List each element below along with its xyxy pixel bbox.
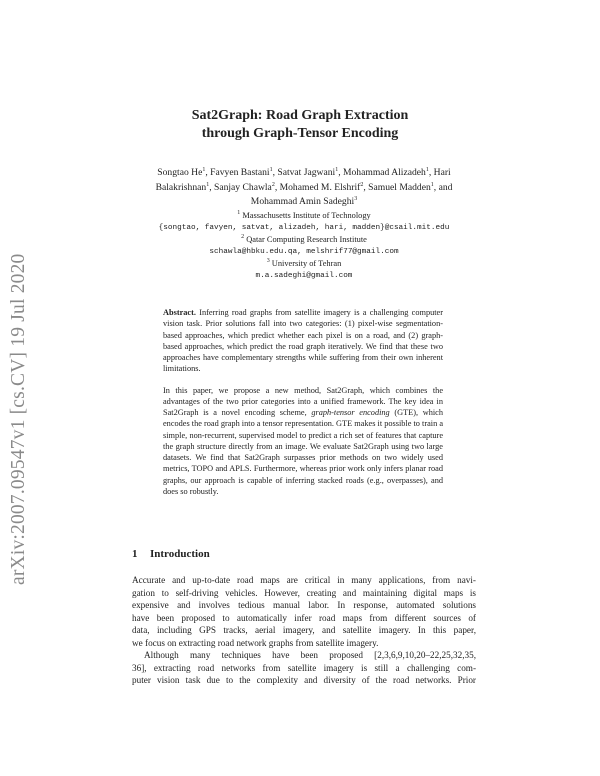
abstract-text: (GTE), which encodes the road graph into a tensor representation. GTE makes it possible to train a simple, non-recurrent, supervised model to predict a rich set of features that capture the graph structure directly from an image. We evaluate Sat2Graph using two large datasets. We find that Sat2Graph surpasses prior methods on two widely used metrics, TOPO and APLS. Furthermore, whereas prior work only infers planar road graphs, our approach is capable of inferring stacked roads (e.g., overpasses), and does so robustly. xyxy=(163,408,443,496)
author-name: , Mohammad Alizadeh xyxy=(338,167,426,178)
author-line-1 xyxy=(128,166,480,181)
author-name: Mohammad Amin Sadeghi xyxy=(250,196,355,207)
author-name: , Hari xyxy=(428,167,451,178)
section-heading xyxy=(132,548,210,560)
body-line: Although many techniques have been proposed [2,3,6,9,10,20–22,25,32,35, xyxy=(144,650,476,660)
affiliation-1-name xyxy=(128,210,480,222)
paper-title xyxy=(120,107,480,143)
author-affil-mark: 1 xyxy=(206,181,210,188)
body-line: we focus on extracting road network graphs from satellite imagery. xyxy=(132,637,379,648)
title-line-1: Sat2Graph: Road Graph Extraction xyxy=(191,108,409,123)
author-affil-mark: 2 xyxy=(271,181,275,188)
section-title: Introduction xyxy=(150,548,210,560)
author-name: , Favyen Bastani xyxy=(205,167,270,178)
author-affil-mark: 1 xyxy=(335,167,339,173)
abstract-label: Abstract. xyxy=(163,308,196,317)
affil-mark: 3 xyxy=(266,258,270,265)
affil-name: University of Tehran xyxy=(271,259,342,269)
affil-mark: 2 xyxy=(241,234,245,241)
author-line-2 xyxy=(128,181,480,196)
author-name: , and xyxy=(433,181,453,193)
body-line: Accurate and up-to-date road maps are critical in many applications, from navi- xyxy=(132,575,476,585)
body-text xyxy=(132,574,476,687)
arxiv-stamp: arXiv:2007.09547v1 [cs.CV] 19 Jul 2020 xyxy=(8,253,29,585)
affil-name: Qatar Computing Research Institute xyxy=(246,235,367,245)
author-affil-mark: 2 xyxy=(360,181,364,188)
author-name: Songtao He xyxy=(157,167,203,178)
affiliation-2-name xyxy=(128,234,480,246)
author-name: , Mohamed M. Elshrif xyxy=(274,181,361,193)
author-name: , Samuel Madden xyxy=(363,181,431,193)
author-affil-mark: 1 xyxy=(425,167,429,173)
body-line: 36], extracting road networks from satellite imagery is still a challenging com- xyxy=(132,662,476,673)
title-line-2: through Graph-Tensor Encoding xyxy=(201,126,399,141)
body-line: data, including GPS tracks, aerial imagery, and satellite imagery. In this paper, xyxy=(132,625,476,635)
author-affil-mark: 3 xyxy=(354,196,358,202)
affiliation-2-email: schawla@hbku.edu.qa, melshrif77@gmail.com xyxy=(209,248,399,257)
affiliation-1-email: {songtao, favyen, satvat, alizadeh, hari, madden}@csail.mit.edu xyxy=(158,224,450,233)
affil-name: Massachusetts Institute of Technology xyxy=(242,211,371,220)
abstract-text: In this paper, we propose a new method, Sat2Graph, which combines the advantages of the two prior categories into a unified framework. The key idea in Sat2Graph is a novel encoding scheme, xyxy=(163,385,443,417)
affiliation-3-name xyxy=(128,258,480,270)
author-line-3 xyxy=(128,195,480,210)
abstract-paragraph-1 xyxy=(163,307,443,375)
section-number: 1 xyxy=(132,548,138,560)
abstract-emphasis: graph-tensor encoding xyxy=(311,408,390,417)
body-paragraph-1 xyxy=(132,574,476,649)
author-list xyxy=(128,166,480,210)
abstract-text: Inferring road graphs from satellite imagery is a challenging computer vision task. Prior solutions fall into two categories: (1) pixel-wise segmentation-based approaches, which predict whether each pixel is on a road, and (2) graph-based approaches, which predict the road graph iteratively. We find that these two approaches have complementary strengths while suffering from their own inherent limitations. xyxy=(163,308,443,374)
affil-mark: 1 xyxy=(237,210,241,216)
author-affil-mark: 1 xyxy=(202,167,206,173)
body-line: have been proposed to automatically infer road maps from different sources of xyxy=(132,612,476,623)
author-affil-mark: 1 xyxy=(269,167,273,173)
body-line: puter vision task due to the complexity and diversity of the road networks. Prior xyxy=(132,675,476,685)
author-name: , Satvat Jagwani xyxy=(272,167,336,178)
author-affil-mark: 1 xyxy=(430,181,434,188)
body-paragraph-2 xyxy=(132,649,476,687)
abstract xyxy=(163,307,443,497)
affiliations xyxy=(128,210,480,283)
body-line: expensive and involves tedious manual labor. In response, automated solutions xyxy=(132,600,476,610)
body-line: gation to self-driving vehicles. However, creating and maintaining digital maps is xyxy=(132,587,476,598)
author-name: , Sanjay Chawla xyxy=(209,181,272,193)
abstract-paragraph-2 xyxy=(163,385,443,498)
affiliation-3-email: m.a.sadeghi@gmail.com xyxy=(255,272,353,281)
author-name: Balakrishnan xyxy=(155,181,207,193)
